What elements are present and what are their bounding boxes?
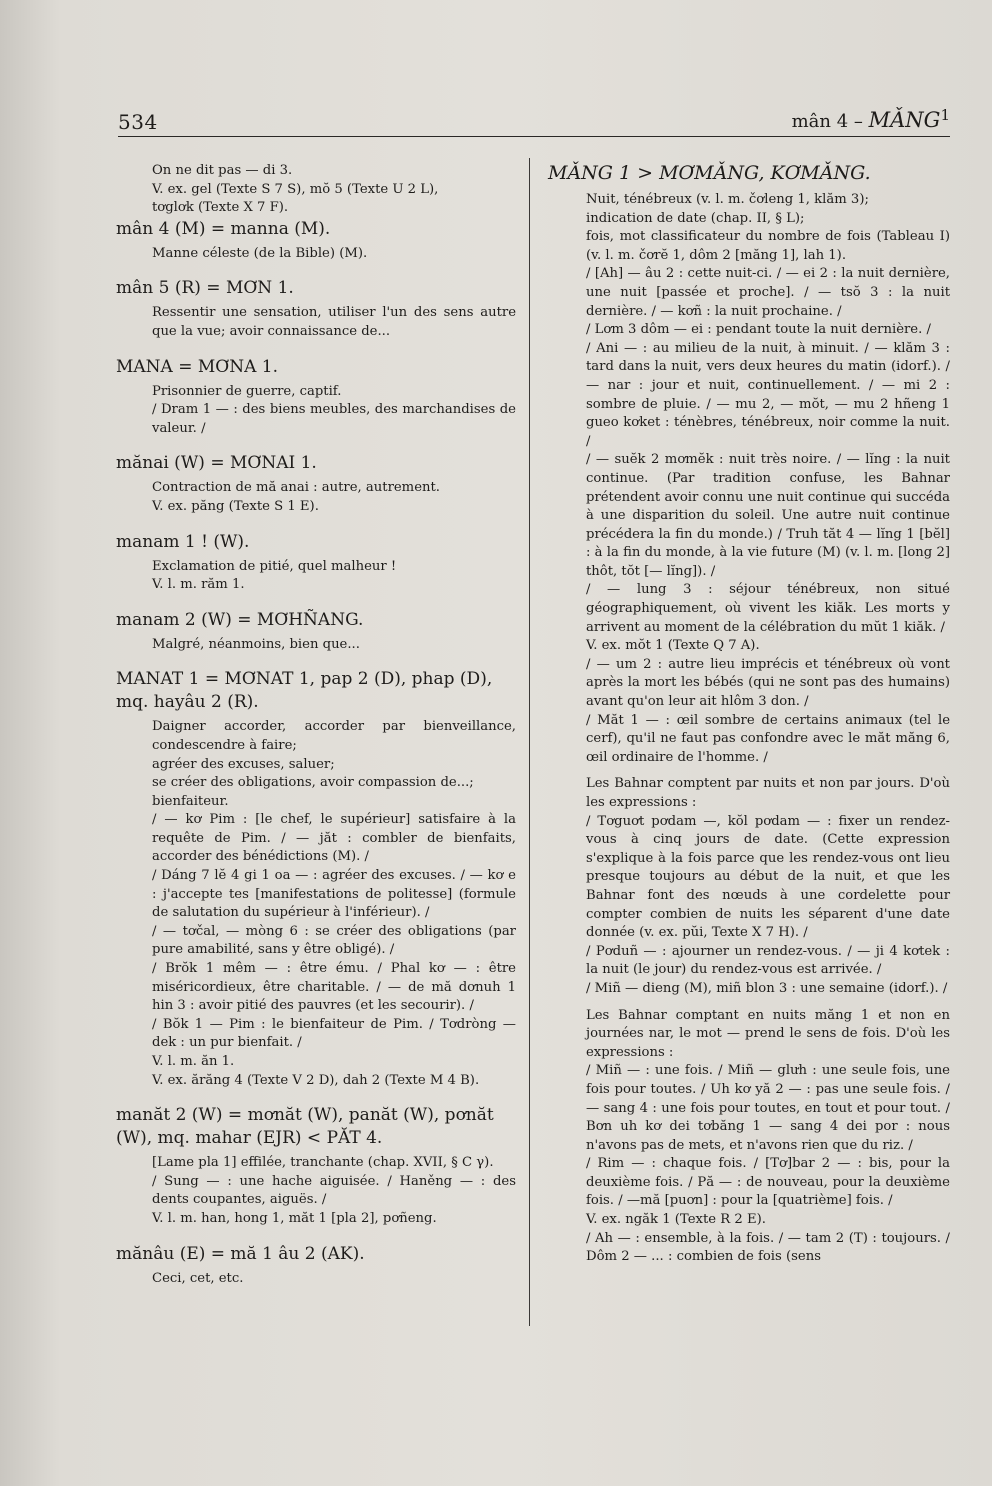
definition-line: / Lơm 3 dôm — ei : pendant toute la nuit dernière. /: [586, 322, 931, 338]
headword: MANA = MƠNA 1.: [116, 356, 279, 377]
entry-manam1: [116, 531, 516, 595]
definition: [152, 558, 516, 595]
definition-line: indication de date (chap. II, § L);: [586, 210, 805, 226]
definition-line: V. ex. păng (Texte S 1 E).: [152, 498, 319, 514]
right-column: [548, 162, 950, 1267]
headword: MANAT 1 = MƠNAT 1, pap 2 (D), phap (D), mq. hayâu 2 (R).: [116, 669, 493, 713]
definition-line: / [Ah] — âu 2 : cette nuit-ci. / — ei 2 : la nuit dernière, une nuit [passée et proche]. / — tsŏ 3 : la nuit dernière. / — kơñ : la nuit prochaine. /: [586, 266, 950, 319]
definition-line: / Ah — : ensemble, à la fois. / — tam 2 (T) : toujours. / Dôm 2 — ... : combien de fois (sens: [586, 1230, 950, 1265]
definition-line: / Măt 1 — : œil sombre de certains animaux (tel le cerf), qu'il ne faut pas confondre avec le măt măng 6, œil ordinaire de l'homme. /: [586, 712, 950, 765]
definition-line: fois, mot classificateur du nombre de fois (Tableau I) (v. l. m. čơrĕ 1, dôm 2 [măng 1], lah 1).: [586, 229, 950, 263]
definition-line: V. l. m. ăn 1.: [152, 1054, 235, 1069]
definition-line: / Brŏk 1 mêm — : être ému. / Phal kơ — : être miséricordieux, être charitable. / — de mă dơnuh 1 hin 3 : avoir pitié des pauvres (et les secourir). /: [152, 961, 516, 1014]
definition-line: Les Bahnar comptant en nuits măng 1 et non en journées nar, le mot — prend le sens de fois. D'où les expressions :: [586, 1007, 950, 1060]
definition-line: Les Bahnar comptent par nuits et non par jours. D'où les expressions :: [586, 776, 950, 810]
definition-line: V. ex. ngăk 1 (Texte R 2 E).: [586, 1212, 766, 1228]
definition-line: [Lame pla 1] effilée, tranchante (chap. XVII, § C γ).: [152, 1155, 494, 1171]
definition-line: Ceci, cet, etc.: [152, 1270, 244, 1286]
definition-line: agréer des excuses, saluer;: [152, 756, 335, 772]
intro-line: On ne dit pas — di 3.: [152, 163, 293, 178]
definition-line: Manne céleste (de la Bible) (M).: [152, 245, 368, 261]
entry-manat2: [116, 1104, 516, 1228]
definition-line: / Rim — : chaque fois. / [Tơ]bar 2 — : bis, pour la deuxième fois. / Pă — : de nouveau, pour la deuxième fois. / —mă [puơn] : pour la [quatrième] fois. /: [586, 1156, 950, 1209]
definition-line: / — lung 3 : séjour ténébreux, non situé géographiquement, où vivent les kiăk. Les morts y arrivent au moment de la célébration du mŭt 1 kiăk. /: [586, 582, 950, 635]
definition-line: Malgré, néanmoins, bien que...: [152, 636, 360, 652]
entry-manai: [116, 452, 516, 516]
definition-line: V. ex. ărăng 4 (Texte V 2 D), dah 2 (Texte M 4 B).: [152, 1072, 480, 1088]
definition-block-3: [586, 1007, 950, 1267]
entry-man5: [116, 277, 516, 341]
definition-line: se créer des obligations, avoir compassion de...;: [152, 775, 474, 791]
definition-line: Contraction de mă anai : autre, autrement.: [152, 480, 440, 496]
definition-line: Nuit, ténébreux (v. l. m. čơleng 1, klăm 3);: [586, 192, 869, 207]
intro-line: tơglơk (Texte X 7 F).: [152, 200, 289, 216]
headword-mang1: MǍNG 1 > MƠMǍNG, KƠMǍNG.: [548, 162, 871, 184]
definition-block-1: [586, 191, 950, 767]
definition: [152, 1270, 516, 1289]
definition: [152, 479, 516, 516]
entry-manau: [116, 1243, 516, 1289]
intro-block: [152, 162, 516, 218]
definition: [152, 245, 516, 264]
entry-mana: [116, 356, 516, 439]
definition-line: / Pơduñ — : ajourner un rendez-vous. / — ji 4 kơtek : la nuit (le jour) du rendez-vous est arrivée. /: [586, 943, 950, 978]
definition: [152, 718, 516, 1090]
headword: manam 2 (W) = MƠHÑANG.: [116, 609, 364, 630]
left-column: [116, 162, 516, 1302]
headword: manăt 2 (W) = mơnăt (W), panăt (W), pơnăt (W), mq. mahar (EJR) < PĂT 4.: [116, 1105, 494, 1149]
definition-line: / Dram 1 — : des biens meubles, des marchandises de valeur. /: [152, 402, 516, 436]
definition-line: Daigner accorder, accorder par bienveillance, condescendre à faire;: [152, 719, 516, 753]
intro-line: V. ex. gel (Texte S 7 S), mŏ 5 (Texte U 2 L),: [152, 181, 439, 197]
definition: [152, 383, 516, 439]
definition-line: V. l. m. han, hong 1, măt 1 [pla 2], pơñeng.: [152, 1210, 437, 1226]
definition-line: V. l. m. răm 1.: [152, 577, 245, 593]
running-head: mân 4 – MǍNG$^1$: [791, 106, 950, 132]
definition-line: / — kơ Pim : [le chef, le supérieur] satisfaire à la requête de Pim. / — jăt : combler de bienfaits, accorder des bénédictions (M). /: [152, 812, 516, 865]
definition-line: / — tơčal, — mòng 6 : se créer des obligations (par pure amabilité, sans y être obligé). /: [152, 923, 516, 958]
definition-line: / Sung — : une hache aiguisée. / Haněng — : des dents coupantes, aiguës. /: [152, 1173, 516, 1208]
definition-line: / Miñ — dieng (M), miñ blon 3 : une semaine (idorf.). /: [586, 980, 948, 996]
headword: mănâu (E) = mă 1 âu 2 (AK).: [116, 1243, 365, 1264]
entry-manat1: [116, 668, 516, 1090]
definition-line: / — suĕk 2 mơmĕk : nuit très noire. / — lĭng : la nuit continue. (Par tradition confuse, les Bahnar prétendent avoir connu une nuit continue qui succéda à une disparition du soleil. Une autre nuit continue précédera la fin du monde.) / Truh tăt 4 — lĭng 1 [bĕl] : à la fin du monde, à la vie future (M) (v. l. m. [long 2] thôt, tŏt [— lĭng]). /: [586, 452, 950, 579]
definition-line: / Miñ — : une fois. / Miñ — glưh : une seule fois, une fois pour toutes. / Uh kơ yă 2 — : pas une seule fois. / — sang 4 : une fois pour toutes, en tout et pour tout. / Bơn uh kơ dei tơbăng 1 — sang 4 dei por : nous n'avons pas de mets, et n'avons rien que du riz. /: [586, 1063, 950, 1153]
definition-line: Prisonnier de guerre, captif.: [152, 383, 342, 399]
definition-line: / Tơguơt pơdam —, kŏl pơdam — : fixer un rendez-vous à cinq jours de date. (Cette expression s'explique à la fois parce que les rendez-vous ont lieu presque toujours au début de la nuit, et que les Bahnar font des nœuds à une cordelette pour compter combien de nuits les séparent d'une date donnée (v. ex. pŭi, Texte X 7 H). /: [586, 813, 950, 941]
definition: [152, 636, 516, 655]
entry-man4: [116, 218, 516, 264]
page-number: 534: [118, 110, 158, 134]
definition-line: Exclamation de pitié, quel malheur !: [152, 558, 397, 574]
definition: [152, 1154, 516, 1228]
definition-line: / Bŏk 1 — Pim : le bienfaiteur de Pim. / Tơdròng — dek : un pur bienfait. /: [152, 1016, 516, 1051]
page-header: [118, 106, 950, 137]
definition-line: bienfaiteur.: [152, 793, 229, 809]
definition-line: Ressentir une sensation, utiliser l'un des sens autre que la vue; avoir connaissance de...: [152, 305, 516, 339]
definition-line: / Dáng 7 lĕ 4 gi 1 oa — : agréer des excuses. / — kơ e : j'accepte tes [manifestations de politesse] (formule de salutation du supérieur à l'inférieur). /: [152, 868, 516, 921]
headword: mănai (W) = MƠNAI 1.: [116, 453, 317, 474]
entry-manam2: [116, 609, 516, 655]
definition: [152, 304, 516, 341]
definition-line: / Ani — : au milieu de la nuit, à minuit. / — klăm 3 : tard dans la nuit, vers deux heures du matin (idorf.). / — nar : jour et nuit, continuellement. / — mi 2 : sombre de pluie. / — mu 2, — mŏt, — mu 2 hñeng 1 gueo kơket : ténèbres, ténébreux, noir comme la nuit. /: [586, 340, 950, 449]
headword: mân 4 (M) = manna (M).: [116, 218, 331, 239]
definition-block-2: [586, 775, 950, 998]
headword: mân 5 (R) = MƠN 1.: [116, 278, 294, 299]
headword: manam 1 ! (W).: [116, 531, 250, 552]
definition-line: V. ex. mŏt 1 (Texte Q 7 A).: [586, 638, 760, 654]
definition-line: / — um 2 : autre lieu imprécis et ténébreux où vont après la mort les bébés (qui ne sont pas des humains) avant qu'on leur ait hlôm 3 don. /: [586, 656, 950, 710]
column-divider: [529, 158, 530, 1326]
